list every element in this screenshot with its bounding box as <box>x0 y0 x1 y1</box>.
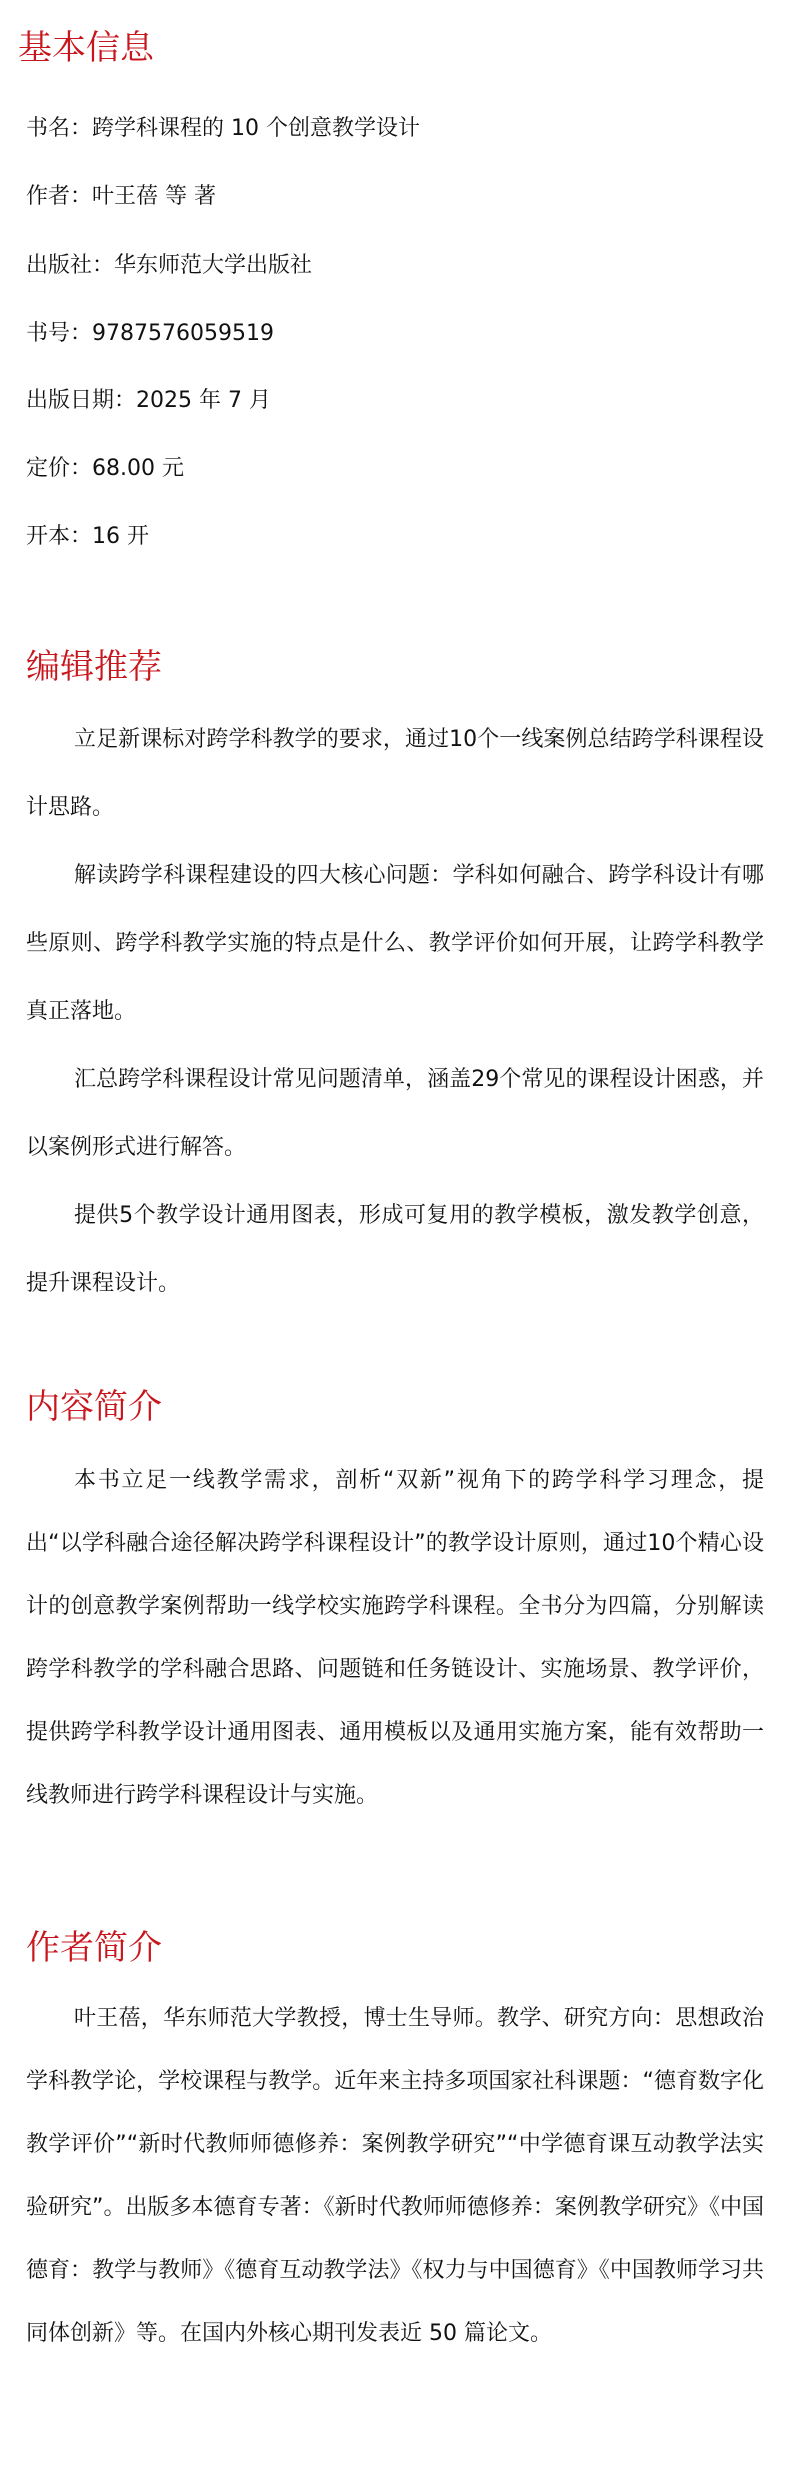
price-line: 定价：68.00 元 <box>26 456 184 481</box>
recommendation-paragraph: 汇总跨学科课程设计常见问题清单，涵盖29个常见的课程设计困惑，并以案例形式进行解答。 <box>26 1067 764 1160</box>
recommendation-paragraph: 解读跨学科课程建设的四大核心问题：学科如何融合、跨学科设计有哪些原则、跨学科教学实施的特点是什么、教学评价如何开展，让跨学科教学真正落地。 <box>26 863 764 1024</box>
content-intro-body <box>26 1449 764 1827</box>
editor-recommendation-heading: 编辑推荐 <box>26 647 162 687</box>
recommendation-paragraph: 提供5个教学设计通用图表，形成可复用的教学模板，激发教学创意，提升课程设计。 <box>26 1203 764 1296</box>
recommendation-paragraph: 立足新课标对跨学科教学的要求，通过10个一线案例总结跨学科课程设计思路。 <box>26 727 764 820</box>
content-intro-heading: 内容简介 <box>26 1387 162 1427</box>
author-line: 作者：叶王蓓 等 著 <box>26 184 216 209</box>
publish-date-line: 出版日期：2025 年 7 月 <box>26 388 271 413</box>
isbn-line: 书号：9787576059519 <box>26 321 274 346</box>
author-intro-heading: 作者简介 <box>26 1928 162 1968</box>
editor-recommendation-body <box>26 706 764 1318</box>
format-line: 开本：16 开 <box>26 524 149 549</box>
content-intro-paragraph: 本书立足一线教学需求，剖析“双新”视角下的跨学科学习理念，提出“以学科融合途径解决跨学科课程设计”的教学设计原则，通过10个精心设计的创意教学案例帮助一线学校实施跨学科课程。全书分为四篇，分别解读跨学科教学的学科融合思路、问题链和任务链设计、实施场景、教学评价，提供跨学科教学设计通用图表、通用模板以及通用实施方案，能有效帮助一线教师进行跨学科课程设计与实施。 <box>26 1468 764 1808</box>
author-intro-body <box>26 1987 764 2365</box>
book-title-line: 书名：跨学科课程的 10 个创意教学设计 <box>26 116 420 141</box>
publisher-line: 出版社：华东师范大学出版社 <box>26 253 313 278</box>
basic-info-heading: 基本信息 <box>18 28 154 68</box>
author-intro-paragraph: 叶王蓓，华东师范大学教授，博士生导师。教学、研究方向：思想政治学科教学论，学校课程与教学。近年来主持多项国家社科课题：“德育数字化教学评价”“新时代教师师德修养：案例教学研究”“中学德育课互动教学法实验研究”。出版多本德育专著：《新时代教师师德修养：案例教学研究》《中国德育：教学与教师》《德育互动教学法》《权力与中国德育》《中国教师学习共同体创新》等。在国内外核心期刊发表近 50 篇论文。 <box>26 2006 764 2346</box>
